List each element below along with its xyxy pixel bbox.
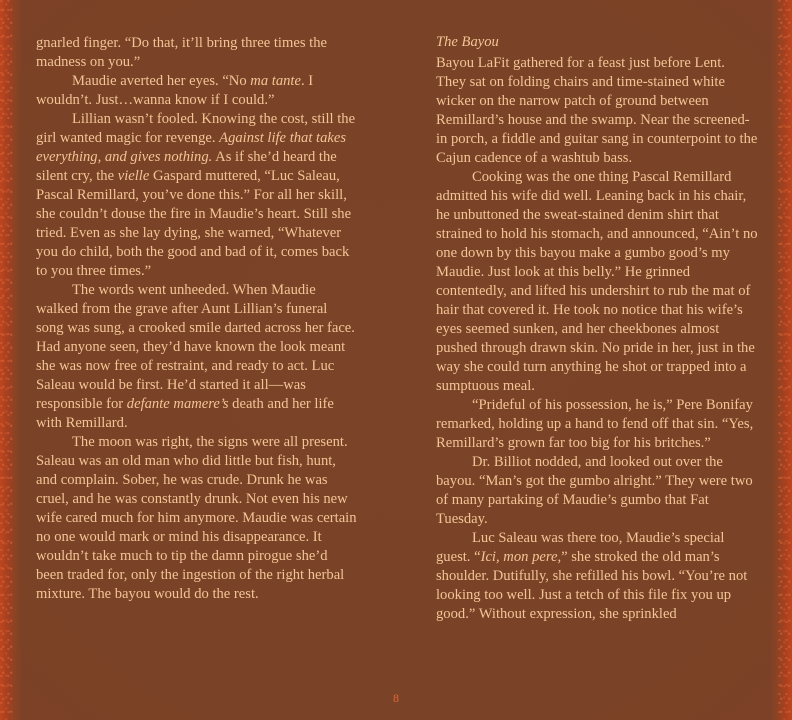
right-text-column [436,33,758,624]
paragraph-4: The words went unheeded. When Maudie walked from the grave after Aunt Lillian’s funeral song was sung, a crooked smile darted across her face. Had anyone seen, they’d have known the look meant she was now free of restraint, and ready to act. Luc Saleau would be first. He’d started it all—was responsible for defante mamere’s death and her life with Remillard. [36,282,355,431]
left-text-column [36,34,358,604]
paragraph-2: Maudie averted her eyes. “No ma tante. I wouldn’t. Just…wanna know if I could.” [36,73,314,108]
paragraph-2: Cooking was the one thing Pascal Remillard admitted his wife did well. Leaning back in his chair, he unbuttoned the sweat-stained denim shirt that strained to hold his stomach, and announced, “Ain’t no one down by this bayou make a gumbo good’s my Maudie. Just look at this belly.” He grinned contentedly, and lifted his undershirt to rub the mat of hair that covered it. He took no notice that his wife’s eyes seemed sunken, and her cheekbones almost pushed through drawn skin. No pride in her, just in the way she could turn anything he shot or trapped into a sumptuous meal. [436,169,758,394]
section-heading: The Bayou [436,34,499,50]
paragraph-5: Luc Saleau was there too, Maudie’s special guest. “Ici, mon pere,” she stroked the old man’s shoulder. Dutifully, she refilled his bowl. “You’re not looking too well. Just a tetch of this file fix you up good.” Without expression, she sprinkled [436,530,748,622]
page-number: 8 [393,691,399,705]
paragraph-1: Bayou LaFit gathered for a feast just before Lent. They sat on folding chairs and time-stained white wicker on the narrow patch of ground between Remillard’s house and the swamp. Near the screened-in porch, a fiddle and guitar sang in counterpoint to the Cajun cadence of a washtub bass. [436,55,758,166]
paragraph-3: Lillian wasn’t fooled. Knowing the cost, still the girl wanted magic for revenge. Against life that takes everything, and gives nothing. As if she’d heard the silent cry, the vielle Gaspard muttered, “Luc Saleau, Pascal Remillard, you’ve done this.” For all her skill, she couldn’t douse the fire in Maudie’s heart. Still she tried. Even as she lay dying, she warned, “Whatever you do child, both the good and bad of it, comes back to you three times.” [36,111,356,279]
paragraph-4: Dr. Billiot nodded, and looked out over the bayou. “Man’s got the gumbo alright.” They were two of many partaking of Maudie’s gumbo that Fat Tuesday. [436,454,753,527]
right-edge-texture [778,0,792,720]
paragraph-1: gnarled finger. “Do that, it’ll bring three times the madness on you.” [36,35,327,70]
paragraph-3: “Prideful of his possession, he is,” Pere Bonifay remarked, holding up a hand to fend off that sin. “Yes, Remillard’s grown far too big for his britches.” [436,397,754,451]
left-edge-texture [0,0,14,720]
paragraph-5: The moon was right, the signs were all present. Saleau was an old man who did little but fish, hunt, and complain. Sober, he was crude. Drunk he was cruel, and he was constantly drunk. Not even his new wife cared much for him anymore. Maudie was certain no one would mark or mind his disappearance. It wouldn’t take much to tip the damn pirogue she’d been traded for, only the ingestion of the right herbal mixture. The bayou would do the rest. [36,434,357,602]
